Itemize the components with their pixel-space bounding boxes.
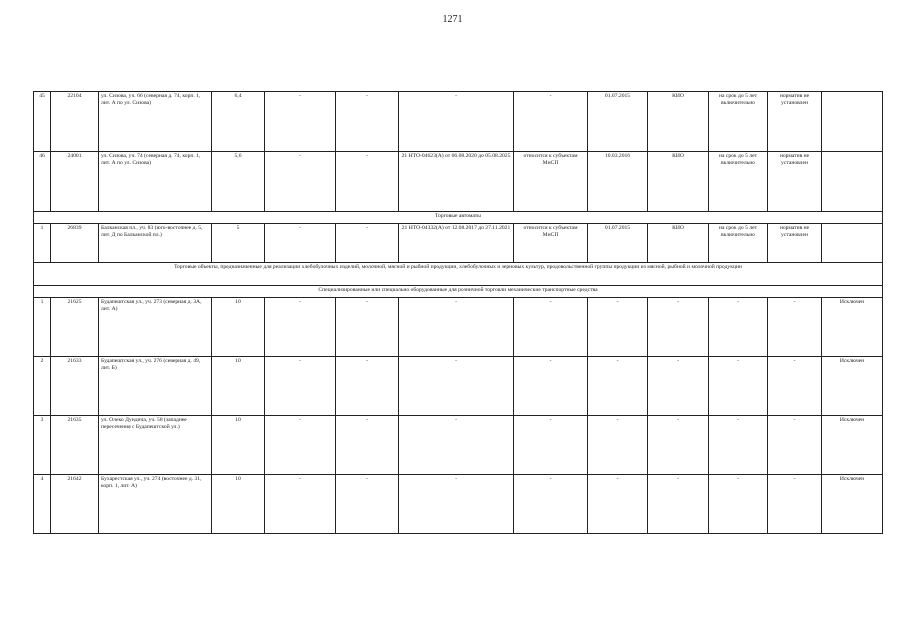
row-subject: относится к субъектам МиСП — [514, 224, 588, 263]
row-address: Бухарестская ул., уч. 274 (восточнее д. 31, корп. 1, лит. А) — [99, 475, 212, 534]
row-col6: - — [336, 224, 399, 263]
row-address: ул. Сизова, уч. 74 (северная д. 74, корп. 1, лит. А по ул. Сизова) — [99, 152, 212, 212]
row-permit: - — [399, 357, 514, 416]
row-subject: - — [514, 92, 588, 152]
section-heading: Специализированные или специально оборудованные для розничной торговли механические транспортные средства — [34, 286, 883, 298]
row-organization: - — [648, 416, 709, 475]
row-col6: - — [336, 298, 399, 357]
row-note: Исключен — [822, 416, 883, 475]
row-area: 10 — [212, 475, 265, 534]
table-row — [34, 92, 883, 152]
row-date: - — [588, 475, 648, 534]
row-id: 21635 — [51, 416, 99, 475]
row-norm: - — [768, 475, 822, 534]
row-col5: - — [265, 224, 336, 263]
row-id: 21642 — [51, 475, 99, 534]
row-subject: - — [514, 416, 588, 475]
row-term: - — [709, 357, 768, 416]
row-area: 10 — [212, 416, 265, 475]
row-organization: КИО — [648, 224, 709, 263]
row-col6: - — [336, 357, 399, 416]
row-norm: - — [768, 357, 822, 416]
row-date: 01.07.2015 — [588, 224, 648, 263]
row-area: 10 — [212, 298, 265, 357]
row-id: 21633 — [51, 357, 99, 416]
row-term: на срок до 5 лет включительно — [709, 152, 768, 212]
row-note: Исключен — [822, 475, 883, 534]
row-date: 01.07.2015 — [588, 92, 648, 152]
row-area: 5,6 — [212, 152, 265, 212]
row-organization: КИО — [648, 152, 709, 212]
row-date: - — [588, 357, 648, 416]
table-row — [34, 298, 883, 357]
row-number: 1 — [34, 224, 51, 263]
row-col6: - — [336, 92, 399, 152]
table-row — [34, 416, 883, 475]
row-address: Балканская пл., уч. 83 (юго-восточнее д. 5, лит. Д по Балканской пл.) — [99, 224, 212, 263]
row-col5: - — [265, 475, 336, 534]
row-id: 26839 — [51, 224, 99, 263]
row-permit: 21 НТО-04332(А) от 12.08.2017 до 27.11.2021 — [399, 224, 514, 263]
row-number: 45 — [34, 92, 51, 152]
row-number: 3 — [34, 416, 51, 475]
row-permit: - — [399, 475, 514, 534]
row-subject: - — [514, 298, 588, 357]
row-id: 22104 — [51, 92, 99, 152]
row-subject: - — [514, 357, 588, 416]
section-row — [34, 263, 883, 286]
table-row — [34, 475, 883, 534]
row-term: - — [709, 416, 768, 475]
row-address: ул. Олеко Дундича, уч. 58 (западнее пересечения с Будапештской ул.) — [99, 416, 212, 475]
row-number: 46 — [34, 152, 51, 212]
row-col5: - — [265, 92, 336, 152]
row-subject: относится к субъектам МиСП — [514, 152, 588, 212]
row-note — [822, 92, 883, 152]
table-row — [34, 357, 883, 416]
page-number: 1271 — [442, 14, 463, 25]
row-note: Исключен — [822, 357, 883, 416]
row-area: 10 — [212, 357, 265, 416]
table-row — [34, 152, 883, 212]
row-date: - — [588, 298, 648, 357]
row-term: на срок до 5 лет включительно — [709, 92, 768, 152]
row-col6: - — [336, 152, 399, 212]
row-term: на срок до 5 лет включительно — [709, 224, 768, 263]
row-date: 10.03.2016 — [588, 152, 648, 212]
row-norm: норматив не установлен — [768, 92, 822, 152]
row-norm: - — [768, 416, 822, 475]
row-id: 21625 — [51, 298, 99, 357]
row-organization: - — [648, 298, 709, 357]
row-note: Исключен — [822, 298, 883, 357]
row-col6: - — [336, 416, 399, 475]
registry-table — [33, 91, 883, 534]
row-organization: - — [648, 357, 709, 416]
section-heading: Торговые объекты, предназначенные для реализации хлебобулочных изделий, молочной, мясной и рыбной продукции, хлебобулочных и зерновых культур, продовольственной группы продукции из мясной, рыбной и молочной продукции — [34, 263, 883, 286]
row-term: - — [709, 298, 768, 357]
row-date: - — [588, 416, 648, 475]
row-note — [822, 224, 883, 263]
table-row — [34, 224, 883, 263]
row-area: 6,4 — [212, 92, 265, 152]
row-col6: - — [336, 475, 399, 534]
row-permit: 21 НТО-04623(А) от 06.08.2020 до 05.08.2025 — [399, 152, 514, 212]
row-area: 5 — [212, 224, 265, 263]
row-norm: норматив не установлен — [768, 224, 822, 263]
row-col5: - — [265, 298, 336, 357]
row-address: ул. Сизова, уч. 66 (северная д. 74, корп. 1, лит. А по ул. Сизова) — [99, 92, 212, 152]
row-address: Будапештская ул., уч. 273 (северная д. 3А, лит. А) — [99, 298, 212, 357]
section-row — [34, 212, 883, 224]
row-norm: норматив не установлен — [768, 152, 822, 212]
row-norm: - — [768, 298, 822, 357]
row-permit: - — [399, 416, 514, 475]
row-number: 1 — [34, 298, 51, 357]
row-permit: - — [399, 92, 514, 152]
section-row — [34, 286, 883, 298]
row-term: - — [709, 475, 768, 534]
row-note — [822, 152, 883, 212]
section-heading: Торговые автоматы — [34, 212, 883, 224]
row-address: Будапештская ул., уч. 276 (северная д. 49, лит. Б) — [99, 357, 212, 416]
row-organization: - — [648, 475, 709, 534]
row-permit: - — [399, 298, 514, 357]
row-number: 4 — [34, 475, 51, 534]
row-id: 24001 — [51, 152, 99, 212]
row-col5: - — [265, 416, 336, 475]
row-subject: - — [514, 475, 588, 534]
row-col5: - — [265, 357, 336, 416]
row-col5: - — [265, 152, 336, 212]
row-organization: КИО — [648, 92, 709, 152]
row-number: 2 — [34, 357, 51, 416]
